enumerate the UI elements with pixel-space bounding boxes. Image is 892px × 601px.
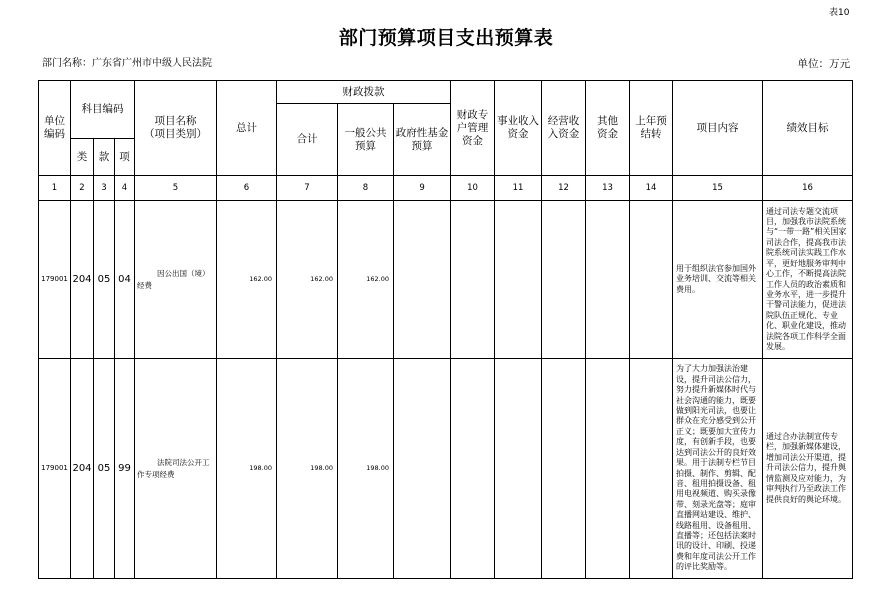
total-cell: 198.00 (217, 359, 277, 579)
header-fiscal-subtotal: 合计 (277, 104, 338, 176)
unit-code-cell: 179001 (39, 201, 71, 359)
special-account-funds-cell (451, 359, 495, 579)
column-number: 12 (542, 176, 586, 201)
subject-section-cell: 05 (94, 201, 115, 359)
header-operating-income-label: 经营收入资金 (547, 115, 580, 140)
government-fund-budget-cell (394, 201, 451, 359)
column-number: 10 (451, 176, 495, 201)
subject-section-cell: 05 (94, 359, 115, 579)
department-line (42, 58, 212, 70)
header-subject-item: 项 (115, 139, 135, 176)
column-number: 16 (763, 176, 853, 201)
header-project-content: 项目内容 (673, 81, 763, 176)
operating-income-cell (542, 359, 586, 579)
header-project-name (135, 81, 217, 176)
header-project-category-label: （项目类别） (144, 128, 208, 140)
subject-item-cell: 99 (115, 359, 135, 579)
business-income-cell (495, 201, 542, 359)
budget-table (38, 80, 853, 579)
header-government-fund-budget-label: 政府性基金预算 (395, 126, 449, 152)
header-prior-year-carryover (630, 81, 673, 176)
header-subject-section: 款 (94, 139, 115, 176)
header-general-public-budget-label: 一般公共预算 (344, 126, 387, 152)
performance-goal-text: 通过司法专题交流项目，加强我市法院系统与“一带一路”相关国家司法合作，提高我市法院系统司法实践工作水平，更好地服务审判中心工作，不断提高法院工作人员的政治素质和业务水平，进一步提升干警司法能力，促进法院队伍正规化、专业化、职业化建设，推动法院各项工作科学全面发展。 (766, 206, 847, 351)
table-row (39, 201, 853, 359)
project-content-cell (673, 201, 763, 359)
header-subject-code: 科目编码 (71, 81, 135, 139)
header-subject-class: 类 (71, 139, 94, 176)
general-public-budget-cell: 198.00 (338, 359, 394, 579)
business-income-cell (495, 359, 542, 579)
header-operating-income (542, 81, 586, 176)
other-funds-cell (586, 359, 630, 579)
project-content-cell (673, 359, 763, 579)
header-unit-code (39, 81, 71, 176)
department-name: 广东省广州市中级人民法院 (92, 58, 212, 69)
government-fund-budget-cell (394, 359, 451, 579)
column-number: 6 (217, 176, 277, 201)
column-number: 7 (277, 176, 338, 201)
column-number: 3 (94, 176, 115, 201)
subject-class-cell: 204 (71, 201, 94, 359)
header-special-account-funds-label: 财政专户管理资金 (456, 108, 489, 147)
general-public-budget-cell: 162.00 (338, 201, 394, 359)
column-number: 15 (673, 176, 763, 201)
column-number: 8 (338, 176, 394, 201)
page-title: 部门预算项目支出预算表 (338, 27, 554, 49)
unit-value: 万元 (829, 58, 850, 70)
header-other-funds-label: 其他资金 (597, 115, 619, 140)
header-row (39, 81, 853, 104)
table-row (39, 359, 853, 579)
other-funds-cell (586, 201, 630, 359)
subject-class-cell: 204 (71, 359, 94, 579)
column-number: 13 (586, 176, 630, 201)
fiscal-subtotal-cell: 162.00 (277, 201, 338, 359)
subject-item-cell: 04 (115, 201, 135, 359)
header-unit-code-label: 单位编码 (44, 115, 65, 140)
total-cell: 162.00 (217, 201, 277, 359)
header-business-income-label: 事业收入资金 (497, 115, 540, 140)
column-number: 9 (394, 176, 451, 201)
special-account-funds-cell (451, 201, 495, 359)
column-number: 14 (630, 176, 673, 201)
header-general-public-budget (338, 104, 394, 176)
unit-code-cell: 179001 (39, 359, 71, 579)
column-number: 4 (115, 176, 135, 201)
operating-income-cell (542, 201, 586, 359)
fiscal-subtotal-cell: 198.00 (277, 359, 338, 579)
column-number: 11 (495, 176, 542, 201)
header-project-name-label: 项目名称 (154, 115, 197, 127)
performance-goal-cell (763, 359, 853, 579)
header-government-fund-budget (394, 104, 451, 176)
prior-year-carryover-cell (630, 201, 673, 359)
column-number: 1 (39, 176, 71, 201)
header-total: 总计 (217, 81, 277, 176)
project-name-cell: 法院司法公开工作专项经费 (135, 359, 217, 579)
performance-goal-cell (763, 201, 853, 359)
header-prior-year-carryover-label: 上年预结转 (635, 115, 667, 140)
header-business-income (495, 81, 542, 176)
prior-year-carryover-cell (630, 359, 673, 579)
header-performance-goal: 绩效目标 (763, 81, 853, 176)
header-other-funds (586, 81, 630, 176)
project-content-text: 用于组织法官参加国外业务培训、交流等相关费用。 (676, 263, 757, 294)
header-fiscal-allocation: 财政拨款 (277, 81, 451, 104)
column-number: 2 (71, 176, 94, 201)
column-number: 5 (135, 176, 217, 201)
department-label: 部门名称： (42, 58, 92, 69)
unit-label: 单位： (797, 58, 829, 70)
table-number: 表10 (829, 8, 850, 18)
column-number-row (39, 176, 853, 201)
header-special-account-funds (451, 81, 495, 176)
project-content-text: 为了大力加强法治建设，提升司法公信力，努力提升新媒体时代与社会沟通的能力，既要做到阳光司法，也要让群众在充分感受到公开正义；既要加大宣传力度，有创新手段，也要达到司法公开的良好效果。用于法制专栏节目拍摄、制作、剪辑、配音、租用拍摄设备、租用电视频道、购买录像带、刻录光盘等；庭审直播网站建设、维护、线路租用、设备租用、直播等；还包括法案时讯的设计、印刷、投递费和年度司法公开工作的评比奖励等。 (676, 364, 757, 572)
unit-line (798, 58, 851, 70)
performance-goal-text: 通过合办法制宣传专栏，加强新媒体建设，增加司法公开渠道，提升司法公信力，提升舆情监测及应对能力，为审判执行乃至政法工作提供良好的舆论环境。 (766, 432, 847, 504)
project-name-cell: 因公出国（境）经费 (135, 201, 217, 359)
